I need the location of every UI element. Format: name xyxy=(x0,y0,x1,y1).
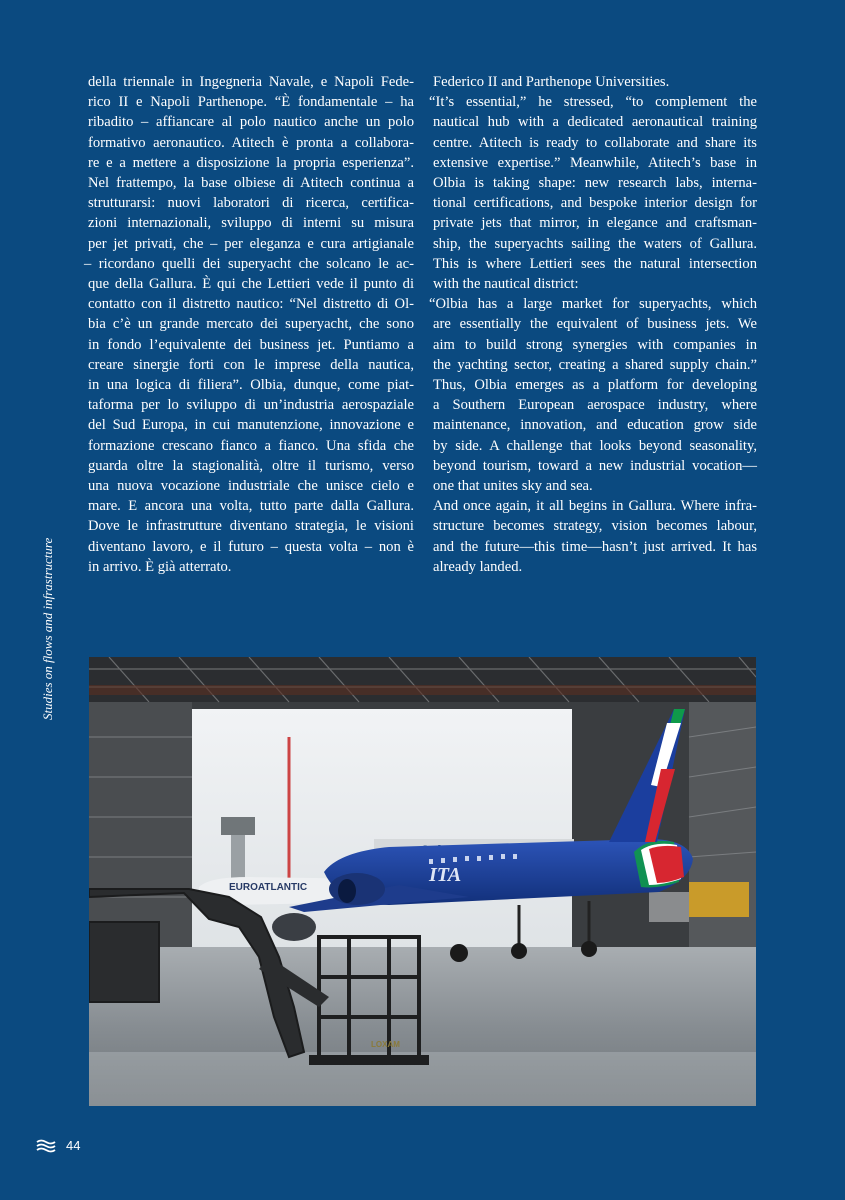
text-line: are essentially the equivalent of business jets. We xyxy=(433,316,757,333)
text-line: a Southern European aerospace industry, where xyxy=(433,397,757,414)
text-line: structure becomes strategy, vision becomes labour, xyxy=(433,518,757,535)
text-line: “Olbia has a large market for superyachts, which xyxy=(429,296,757,313)
text-line: extensive expertise.” Meanwhile, Atitech’s base in xyxy=(433,154,757,171)
lift-brand-text: LOXAM xyxy=(371,1040,400,1049)
aircraft-livery-text: ITA xyxy=(429,864,462,886)
text-line: formativo aeronautico. Atitech è pronta a collabora- xyxy=(88,134,414,151)
italian-text-column xyxy=(84,72,414,577)
text-line: centre. Atitech is ready to collaborate and share its xyxy=(433,134,757,151)
text-line: by side. A challenge that looks beyond seasonality, xyxy=(433,437,757,454)
text-line: que della Gallura. È qui che Lettieri vede il punto di xyxy=(88,276,414,293)
text-line: re e a mettere a disposizione la propria esperienza”. xyxy=(88,154,414,171)
text-line: una nuova vocazione industriale che unisce cielo e xyxy=(88,478,414,495)
text-line: della triennale in Ingegneria Navale, e Napoli Fede- xyxy=(88,74,414,90)
english-text-column xyxy=(429,72,757,577)
text-line: formazione crescano fianco a fianco. Una sfida che xyxy=(88,437,414,454)
text-line: – ricordano quelli dei superyacht che solcano le ac- xyxy=(84,255,414,272)
text-line: ship, the superyachts sailing the waters of Gallura. xyxy=(433,235,757,252)
text-line: private jets that mirror, in elegance and craftsman- xyxy=(433,215,757,232)
text-line: in arrivo. È già atterrato. xyxy=(88,558,232,575)
text-line: Nel frattempo, la base olbiese di Atitech continua a xyxy=(88,175,414,192)
second-aircraft-livery: EUROATLANTIC xyxy=(229,882,308,893)
running-head: Studies on flows and infrastructure xyxy=(40,537,55,720)
page-footer xyxy=(36,1138,80,1153)
text-line: per jet privati, che – per eleganza e cura artigianale xyxy=(88,235,414,252)
text-line: ribadito – affiancare al polo nautico anche un polo xyxy=(88,114,414,131)
text-line: mare. E ancora una volta, tutto parte dalla Gallura. xyxy=(88,498,414,515)
hangar-aircraft-photo xyxy=(89,657,756,1106)
text-line: Federico II and Parthenope Universities. xyxy=(433,74,670,90)
text-line: This is where Lettieri sees the natural intersection xyxy=(433,255,757,272)
text-line: creare sinergie forti con le imprese della nautica, xyxy=(88,356,414,373)
text-line: and the future—this time—hasn’t just arrived. It has xyxy=(433,538,757,555)
text-line: in una logica di filiera”. Olbia, dunque, come piat- xyxy=(88,377,414,394)
text-line: Dove le infrastrutture diventano strategia, le visioni xyxy=(88,518,414,535)
text-line: “It’s essential,” he stressed, “to complement the xyxy=(429,94,757,111)
text-line: one that unites sky and sea. xyxy=(433,478,593,495)
text-line: contatto con il distretto nautico: “Nel distretto di Ol- xyxy=(88,296,414,313)
text-line: And once again, it all begins in Gallura. Where infra- xyxy=(433,498,757,515)
text-line: taforma per lo sviluppo di un’industria aerospaziale xyxy=(88,397,414,414)
waves-icon xyxy=(36,1139,56,1153)
text-line: diventano lavoro, e il futuro – questa volta – non è xyxy=(88,538,414,555)
text-line: the yachting sector, creating a shared supply chain.” xyxy=(433,356,757,373)
page-number: 44 xyxy=(66,1138,81,1153)
text-line: del Sud Europa, in cui manutenzione, innovazione e xyxy=(88,417,414,434)
text-line: Thus, Olbia emerges as a platform for developing xyxy=(433,377,757,394)
text-line: bia c’è un grande mercato dei superyacht, che sono xyxy=(88,316,414,333)
text-line: aim to build strong synergies with companies in xyxy=(433,336,757,353)
text-line: strutturarsi: nuovi laboratori di ricerca, certifica- xyxy=(88,195,414,212)
text-line: with the nautical district: xyxy=(433,276,579,293)
text-line: rico II e Napoli Parthenope. “È fondamentale – ha xyxy=(88,94,414,111)
text-line: nautical hub with a dedicated aeronautical training xyxy=(433,114,757,131)
text-line: Olbia is taking shape: new research labs, interna- xyxy=(433,175,757,192)
text-line: in fondo l’equivalente dei business jet. Puntiamo a xyxy=(88,336,414,353)
text-line: guarda oltre la stagionalità, oltre il turismo, verso xyxy=(88,457,414,474)
text-line: tional certifications, and bespoke interior design for xyxy=(433,195,757,212)
text-line: maintenance, innovation, and education grow side xyxy=(433,417,757,434)
text-line: already landed. xyxy=(433,558,523,575)
text-line: zioni internazionali, sviluppo di interni su misura xyxy=(88,215,414,232)
text-line: beyond tourism, toward a new industrial vocation— xyxy=(433,457,757,474)
